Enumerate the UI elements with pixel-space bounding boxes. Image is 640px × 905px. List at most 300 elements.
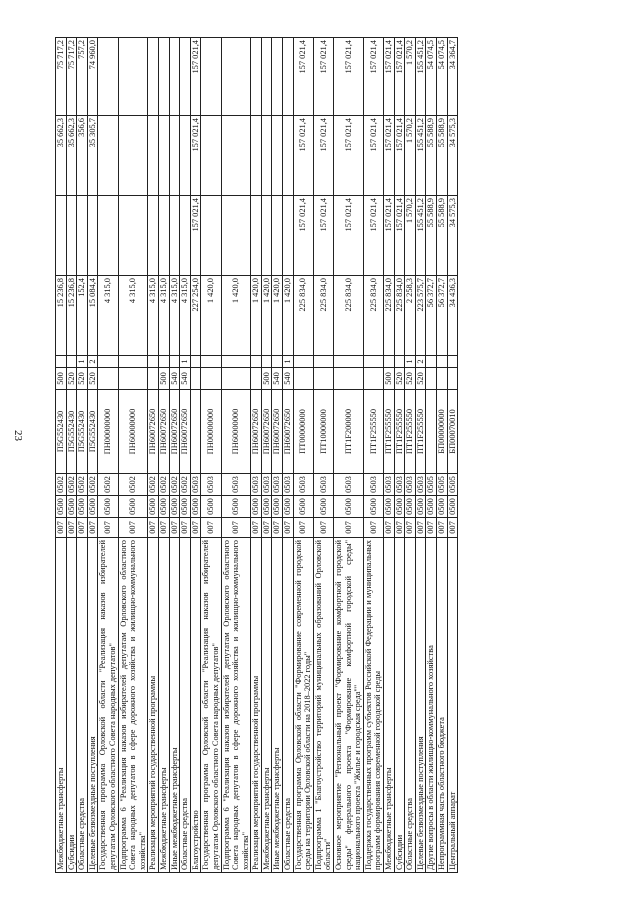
source-code: 1 — [405, 356, 416, 368]
source-code: 1 — [283, 356, 294, 368]
amount-col-1: 1 420,0 — [251, 276, 262, 356]
amount-col-2 — [77, 196, 88, 276]
subsection-code: 0503 — [334, 474, 364, 496]
ministry-code: 007 — [384, 518, 395, 538]
amount-col-1: 34 436,3 — [447, 276, 458, 356]
subsection-code: 0503 — [272, 474, 283, 496]
subsection-code: 0503 — [261, 474, 272, 496]
row-name: Областные средства — [77, 538, 88, 873]
amount-col-4 — [180, 38, 191, 116]
amount-col-3: 157 021,4 — [334, 116, 364, 196]
source-code — [158, 356, 169, 368]
expense-type-code — [426, 368, 437, 390]
ministry-code: 007 — [334, 518, 364, 538]
amount-col-4: 75 717,2 — [66, 38, 77, 116]
amount-col-1: 1 420,0 — [261, 276, 272, 356]
page-number: 23 — [12, 430, 24, 441]
source-code — [313, 356, 333, 368]
ministry-code: 007 — [394, 518, 405, 538]
amount-col-1: 152,4 — [77, 276, 88, 356]
source-code — [201, 356, 221, 368]
row-name: Иные межбюджетные трансферты — [272, 538, 283, 873]
section-code: 0500 — [201, 496, 221, 518]
amount-col-4 — [261, 38, 272, 116]
amount-col-4 — [221, 38, 251, 116]
amount-col-1: 56 372,7 — [426, 276, 437, 356]
amount-col-1: 1 420,0 — [201, 276, 221, 356]
amount-col-3 — [180, 116, 191, 196]
expense-type-code: 520 — [415, 368, 426, 390]
amount-col-2 — [261, 196, 272, 276]
expense-type-code: 500 — [384, 368, 395, 390]
amount-col-2: 157 021,4 — [394, 196, 405, 276]
amount-col-3: 55 588,9 — [436, 116, 447, 196]
subsection-code: 0502 — [98, 474, 118, 496]
subsection-code: 0503 — [283, 474, 294, 496]
amount-col-3 — [148, 116, 159, 196]
target-article-code: ПН60072650 — [169, 390, 180, 474]
table-row — [384, 38, 395, 873]
table-row — [190, 38, 201, 873]
target-article-code: ПН60000000 — [221, 390, 251, 474]
source-code — [56, 356, 67, 368]
amount-col-3: 356,6 — [77, 116, 88, 196]
source-code — [221, 356, 251, 368]
expense-type-code: 500 — [56, 368, 67, 390]
amount-col-2 — [56, 196, 67, 276]
row-name: Межбюджетные трансферты — [384, 538, 395, 873]
amount-col-4: 74 960,0 — [87, 38, 98, 116]
ministry-code: 007 — [251, 518, 262, 538]
amount-col-3 — [118, 116, 148, 196]
target-article-code: П5G552430 — [56, 390, 67, 474]
amount-col-2: 1 570,2 — [405, 196, 416, 276]
amount-col-4: 34 364,7 — [447, 38, 458, 116]
source-code — [98, 356, 118, 368]
target-article-code: ПН60072650 — [180, 390, 191, 474]
rotated-page-content — [55, 38, 458, 873]
target-article-code: П5G552430 — [77, 390, 88, 474]
subsection-code: 0502 — [77, 474, 88, 496]
target-article-code: ПТ1F200000 — [334, 390, 364, 474]
amount-col-4: 157 021,4 — [394, 38, 405, 116]
amount-col-4 — [283, 38, 294, 116]
expense-type-code — [221, 368, 251, 390]
ministry-code: 007 — [447, 518, 458, 538]
ministry-code: 007 — [87, 518, 98, 538]
table-row — [394, 38, 405, 873]
amount-col-2 — [66, 196, 77, 276]
table-row — [293, 38, 313, 873]
amount-col-3: 155 451,2 — [415, 116, 426, 196]
target-article-code: ПТ1F255550 — [415, 390, 426, 474]
table-row — [251, 38, 262, 873]
row-name: Основное мероприятие "Региональный проект "Формирование комфортной городской среды" федерального проекта "Формирование комфортной городской среды" национального проекта "Жилье и городская среда"" — [334, 538, 364, 873]
amount-col-2 — [180, 196, 191, 276]
expense-type-code: 520 — [87, 368, 98, 390]
section-code: 0500 — [148, 496, 159, 518]
row-name: Реализация мероприятий государственной программы — [251, 538, 262, 873]
amount-col-3 — [158, 116, 169, 196]
amount-col-1: 4 315,0 — [180, 276, 191, 356]
table-row — [261, 38, 272, 873]
row-name: Целевые безвозмездные поступления — [415, 538, 426, 873]
subsection-code: 0502 — [169, 474, 180, 496]
row-name: Областные средства — [283, 538, 294, 873]
row-name: Центральный аппарат — [447, 538, 458, 873]
subsection-code: 0503 — [313, 474, 333, 496]
section-code: 0500 — [66, 496, 77, 518]
row-name: Государственная программа Орловской области "Реализация наказов избирателей депутатам Орловского областного Совета народных депутатов" — [201, 538, 221, 873]
subsection-code: 0503 — [190, 474, 201, 496]
amount-col-2 — [251, 196, 262, 276]
amount-col-3 — [98, 116, 118, 196]
section-code: 0500 — [221, 496, 251, 518]
subsection-code: 0503 — [415, 474, 426, 496]
section-code: 0500 — [447, 496, 458, 518]
table-row — [334, 38, 364, 873]
section-code: 0500 — [169, 496, 180, 518]
amount-col-3: 157 021,4 — [293, 116, 313, 196]
row-name: Реализация мероприятий государственной программы — [148, 538, 159, 873]
section-code: 0500 — [261, 496, 272, 518]
table-row — [98, 38, 118, 873]
expense-type-code: 540 — [169, 368, 180, 390]
target-article-code: ПН60072650 — [251, 390, 262, 474]
table-row — [77, 38, 88, 873]
row-name: Субсидии — [394, 538, 405, 873]
amount-col-1: 225 834,0 — [384, 276, 395, 356]
amount-col-3: 34 575,3 — [447, 116, 458, 196]
amount-col-3 — [169, 116, 180, 196]
amount-col-3 — [272, 116, 283, 196]
expense-type-code — [436, 368, 447, 390]
table-row — [447, 38, 458, 873]
target-article-code: ПН00000000 — [98, 390, 118, 474]
expense-type-code — [190, 368, 201, 390]
target-article-code: БП00070010 — [447, 390, 458, 474]
target-article-code: ПН00000000 — [201, 390, 221, 474]
ministry-code: 007 — [283, 518, 294, 538]
amount-col-3: 157 021,4 — [190, 116, 201, 196]
subsection-code: 0505 — [426, 474, 437, 496]
subsection-code: 0503 — [251, 474, 262, 496]
amount-col-1: 56 372,7 — [436, 276, 447, 356]
subsection-code: 0502 — [66, 474, 77, 496]
source-code: 2 — [87, 356, 98, 368]
ministry-code: 007 — [169, 518, 180, 538]
amount-col-1: 1 420,0 — [221, 276, 251, 356]
target-article-code: П5G552430 — [87, 390, 98, 474]
section-code: 0500 — [313, 496, 333, 518]
ministry-code: 007 — [201, 518, 221, 538]
amount-col-4: 157 021,4 — [190, 38, 201, 116]
table-row — [56, 38, 67, 873]
amount-col-3 — [201, 116, 221, 196]
amount-col-3 — [251, 116, 262, 196]
source-code — [169, 356, 180, 368]
ministry-code: 007 — [363, 518, 383, 538]
amount-col-4 — [272, 38, 283, 116]
amount-col-3: 35 305,7 — [87, 116, 98, 196]
row-name: Другие вопросы в области жилищно-коммунального хозяйства — [426, 538, 437, 873]
expense-type-code — [363, 368, 383, 390]
row-name: Субсидии — [66, 538, 77, 873]
source-code: 1 — [180, 356, 191, 368]
table-row — [405, 38, 416, 873]
amount-col-4: 54 074,5 — [436, 38, 447, 116]
table-row — [363, 38, 383, 873]
section-code: 0500 — [77, 496, 88, 518]
amount-col-1: 225 834,0 — [334, 276, 364, 356]
amount-col-1: 223 575,7 — [415, 276, 426, 356]
amount-col-3: 35 662,3 — [56, 116, 67, 196]
target-article-code: ПТ1F255550 — [363, 390, 383, 474]
amount-col-4: 157 021,4 — [293, 38, 313, 116]
section-code: 0500 — [394, 496, 405, 518]
target-article-code: ПТ1F255550 — [394, 390, 405, 474]
amount-col-3: 1 570,2 — [405, 116, 416, 196]
amount-col-1: 225 834,0 — [394, 276, 405, 356]
source-code — [394, 356, 405, 368]
row-name: Государственная программа Орловской области "Формирование современной городской среды на территории Орловской области на 2018–2022 годы" — [293, 538, 313, 873]
expense-type-code: 540 — [180, 368, 191, 390]
source-code — [118, 356, 148, 368]
table-row — [272, 38, 283, 873]
row-name: Областные средства — [180, 538, 191, 873]
expense-type-code: 520 — [77, 368, 88, 390]
subsection-code: 0503 — [293, 474, 313, 496]
target-article-code: ПТ00000000 — [293, 390, 313, 474]
target-article-code: БП00000000 — [436, 390, 447, 474]
ministry-code: 007 — [148, 518, 159, 538]
subsection-code: 0503 — [201, 474, 221, 496]
amount-col-2: 157 021,4 — [313, 196, 333, 276]
subsection-code: 0502 — [56, 474, 67, 496]
table-row — [148, 38, 159, 873]
table-row — [436, 38, 447, 873]
subsection-code: 0505 — [436, 474, 447, 496]
amount-col-1: 227 254,0 — [190, 276, 201, 356]
expense-type-code: 540 — [272, 368, 283, 390]
target-article-code — [426, 390, 437, 474]
ministry-code: 007 — [221, 518, 251, 538]
expense-type-code: 540 — [283, 368, 294, 390]
table-row — [283, 38, 294, 873]
ministry-code: 007 — [405, 518, 416, 538]
amount-col-2: 34 575,3 — [447, 196, 458, 276]
amount-col-2 — [283, 196, 294, 276]
ministry-code: 007 — [426, 518, 437, 538]
section-code: 0500 — [56, 496, 67, 518]
target-article-code: ПТ1F255550 — [384, 390, 395, 474]
budget-table — [55, 37, 458, 873]
section-code: 0500 — [180, 496, 191, 518]
amount-col-1: 4 315,0 — [148, 276, 159, 356]
section-code: 0500 — [405, 496, 416, 518]
ministry-code: 007 — [98, 518, 118, 538]
section-code: 0500 — [384, 496, 395, 518]
amount-col-3: 35 662,3 — [66, 116, 77, 196]
ministry-code: 007 — [180, 518, 191, 538]
ministry-code: 007 — [56, 518, 67, 538]
expense-type-code — [293, 368, 313, 390]
amount-col-4 — [201, 38, 221, 116]
ministry-code: 007 — [118, 518, 148, 538]
source-code — [261, 356, 272, 368]
source-code — [190, 356, 201, 368]
amount-col-2 — [118, 196, 148, 276]
source-code — [293, 356, 313, 368]
expense-type-code: 520 — [66, 368, 77, 390]
subsection-code: 0503 — [221, 474, 251, 496]
section-code: 0500 — [98, 496, 118, 518]
subsection-code: 0505 — [447, 474, 458, 496]
section-code: 0500 — [118, 496, 148, 518]
amount-col-2 — [98, 196, 118, 276]
amount-col-4: 157 021,4 — [363, 38, 383, 116]
subsection-code: 0502 — [158, 474, 169, 496]
amount-col-2 — [158, 196, 169, 276]
ministry-code: 007 — [293, 518, 313, 538]
row-name: Межбюджетные трансферты — [261, 538, 272, 873]
expense-type-code: 520 — [394, 368, 405, 390]
expense-type-code: 500 — [158, 368, 169, 390]
amount-col-1: 1 420,0 — [283, 276, 294, 356]
amount-col-3: 157 021,4 — [384, 116, 395, 196]
row-name: Подпрограмма 6 "Реализация наказов избирателей депутатам Орловского областного Совета народных депутатов в сфере дорожного хозяйства и жилищно-коммунального хозяйства" — [221, 538, 251, 873]
source-code: 2 — [415, 356, 426, 368]
section-code: 0500 — [334, 496, 364, 518]
row-name: Благоустройство — [190, 538, 201, 873]
amount-col-1: 1 420,0 — [272, 276, 283, 356]
source-code — [384, 356, 395, 368]
expense-type-code — [251, 368, 262, 390]
source-code — [251, 356, 262, 368]
target-article-code — [190, 390, 201, 474]
table-row — [158, 38, 169, 873]
amount-col-4: 157 021,4 — [384, 38, 395, 116]
amount-col-2 — [221, 196, 251, 276]
section-code: 0500 — [87, 496, 98, 518]
subsection-code: 0503 — [405, 474, 416, 496]
amount-col-2 — [169, 196, 180, 276]
section-code: 0500 — [158, 496, 169, 518]
amount-col-2 — [272, 196, 283, 276]
table-row — [415, 38, 426, 873]
amount-col-3 — [221, 116, 251, 196]
amount-col-1: 15 084,4 — [87, 276, 98, 356]
source-code — [66, 356, 77, 368]
amount-col-1: 4 315,0 — [169, 276, 180, 356]
table-row — [201, 38, 221, 873]
expense-type-code: 500 — [261, 368, 272, 390]
amount-col-2 — [201, 196, 221, 276]
amount-col-1: 4 315,0 — [158, 276, 169, 356]
table-row — [169, 38, 180, 873]
subsection-code: 0503 — [363, 474, 383, 496]
amount-col-3 — [283, 116, 294, 196]
subsection-code: 0502 — [148, 474, 159, 496]
expense-type-code — [148, 368, 159, 390]
target-article-code: ПТ1F255550 — [405, 390, 416, 474]
source-code — [148, 356, 159, 368]
amount-col-2: 55 588,9 — [426, 196, 437, 276]
ministry-code: 007 — [77, 518, 88, 538]
amount-col-3: 55 588,9 — [426, 116, 437, 196]
amount-col-4 — [148, 38, 159, 116]
section-code: 0500 — [415, 496, 426, 518]
amount-col-2: 157 021,4 — [190, 196, 201, 276]
table-row — [180, 38, 191, 873]
amount-col-1: 225 834,0 — [293, 276, 313, 356]
amount-col-2: 157 021,4 — [384, 196, 395, 276]
subsection-code: 0502 — [118, 474, 148, 496]
source-code — [334, 356, 364, 368]
expense-type-code — [201, 368, 221, 390]
subsection-code: 0503 — [394, 474, 405, 496]
source-code — [447, 356, 458, 368]
table-row — [118, 38, 148, 873]
ministry-code: 007 — [261, 518, 272, 538]
expense-type-code — [447, 368, 458, 390]
table-row — [66, 38, 77, 873]
amount-col-4: 54 074,5 — [426, 38, 437, 116]
amount-col-4: 1 570,2 — [405, 38, 416, 116]
target-article-code: ПН60000000 — [118, 390, 148, 474]
amount-col-4 — [169, 38, 180, 116]
subsection-code: 0502 — [87, 474, 98, 496]
amount-col-4: 757,2 — [77, 38, 88, 116]
row-name: Подпрограмма 1 "Благоустройство территорий муниципальных образований Орловской области" — [313, 538, 333, 873]
amount-col-1: 15 236,8 — [66, 276, 77, 356]
section-code: 0500 — [363, 496, 383, 518]
section-code: 0500 — [436, 496, 447, 518]
amount-col-3: 157 021,4 — [313, 116, 333, 196]
amount-col-1: 4 315,0 — [118, 276, 148, 356]
amount-col-4: 155 451,2 — [415, 38, 426, 116]
amount-col-2: 155 451,2 — [415, 196, 426, 276]
subsection-code: 0502 — [180, 474, 191, 496]
section-code: 0500 — [293, 496, 313, 518]
section-code: 0500 — [426, 496, 437, 518]
target-article-code: ПН60072650 — [158, 390, 169, 474]
row-name: Межбюджетные трансферты — [158, 538, 169, 873]
amount-col-4 — [98, 38, 118, 116]
section-code: 0500 — [272, 496, 283, 518]
table-body — [56, 38, 458, 873]
amount-col-4 — [118, 38, 148, 116]
section-code: 0500 — [251, 496, 262, 518]
source-code — [426, 356, 437, 368]
row-name: Областные средства — [405, 538, 416, 873]
table-row — [87, 38, 98, 873]
amount-col-2: 157 021,4 — [363, 196, 383, 276]
ministry-code: 007 — [313, 518, 333, 538]
table-row — [221, 38, 251, 873]
expense-type-code: 520 — [405, 368, 416, 390]
row-name: Государственная программа Орловской области "Реализация наказов избирателей депутатам Орловского областного Совета народных депутатов" — [98, 538, 118, 873]
amount-col-1: 2 258,3 — [405, 276, 416, 356]
expense-type-code — [334, 368, 364, 390]
row-name: Целевые безвозмездные поступления — [87, 538, 98, 873]
target-article-code: ПН60072650 — [283, 390, 294, 474]
ministry-code: 007 — [436, 518, 447, 538]
source-code — [436, 356, 447, 368]
expense-type-code — [313, 368, 333, 390]
target-article-code: ПН60072650 — [272, 390, 283, 474]
expense-type-code — [118, 368, 148, 390]
